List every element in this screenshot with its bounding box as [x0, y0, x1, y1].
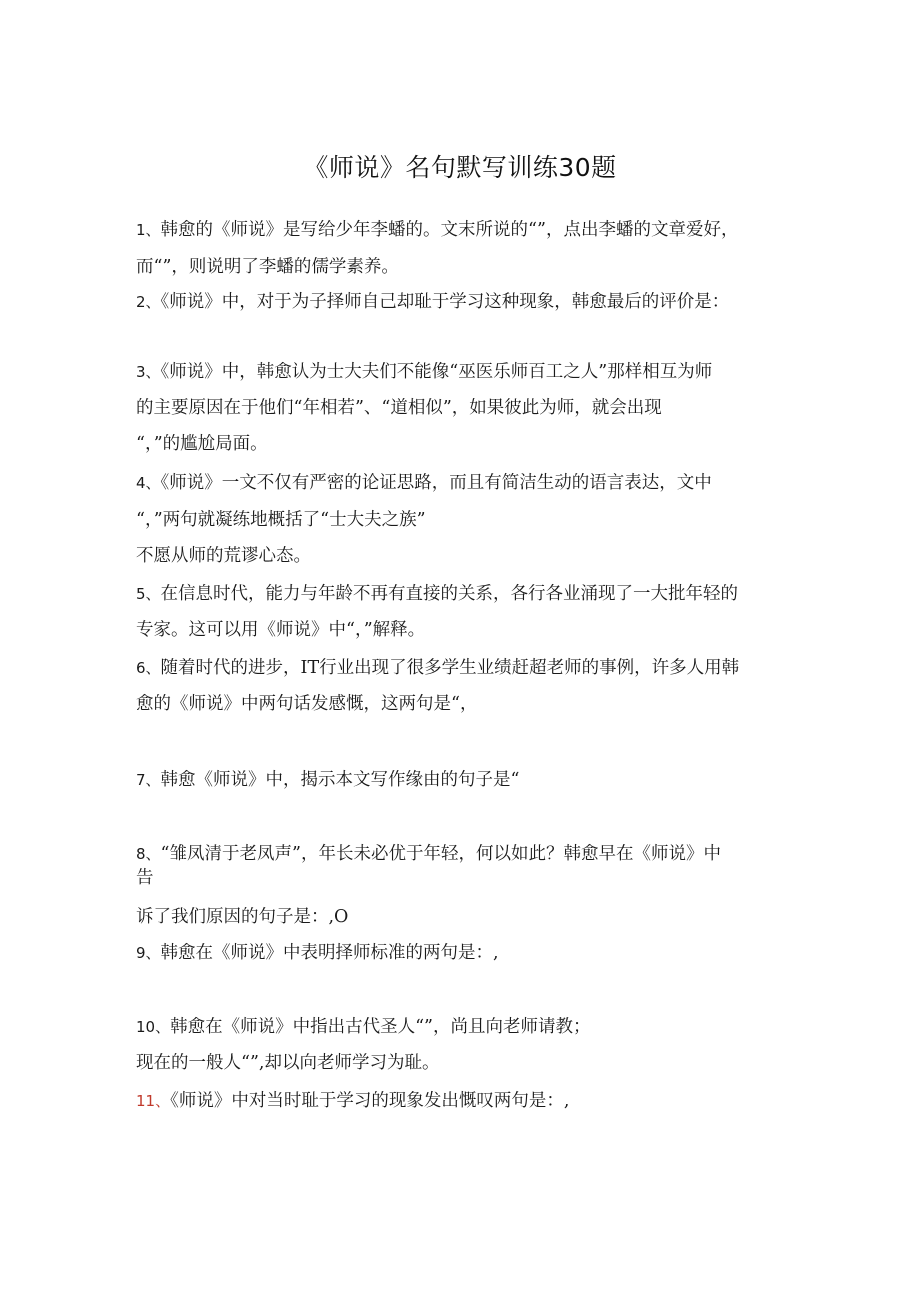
- question-11-line-1: [136, 1093, 569, 1111]
- question-text: 《师说》一文不仅有严密的论证思路，而且有简洁生动的语言表达，文中: [160, 473, 712, 493]
- question-1-line-1: [136, 222, 738, 240]
- question-text: 的主要原因在于他们“年相若”、“道相似”，如果彼此为师，就会出现: [136, 398, 662, 418]
- question-number: 7、: [136, 771, 161, 789]
- question-text: 韩愈的《师说》是写给少年李蟠的。文末所说的“”，点出李蟠的文章爱好，: [160, 220, 739, 240]
- question-6-line-2: [136, 696, 477, 714]
- question-text: 韩愈在《师说》中表明择师标准的两句是：,: [160, 943, 499, 963]
- question-3-line-3: [136, 436, 268, 454]
- question-number: 11、: [136, 1092, 171, 1110]
- question-2-line-1: [136, 294, 729, 312]
- question-text: “，”两句就凝练地概括了“士大夫之族”: [136, 510, 426, 530]
- question-text: 诉了我们原因的句子是：,O: [136, 907, 349, 927]
- question-text: “，”的尴尬局面。: [136, 434, 268, 454]
- question-text: 专家。这可以用《师说》中“，”解释。: [136, 620, 426, 640]
- question-number: 9、: [136, 944, 161, 962]
- question-number: 6、: [136, 659, 161, 677]
- question-4-line-1: [136, 475, 712, 493]
- question-10-line-1: [136, 1019, 591, 1037]
- question-number: 2、: [136, 293, 161, 311]
- question-text: 韩愈在《师说》中指出古代圣人“”，尚且向老师请教；: [170, 1017, 591, 1037]
- question-text: 随着时代的进步，IT行业出现了很多学生业绩赶超老师的事例，许多人用韩: [160, 658, 740, 678]
- question-3-line-2: [136, 400, 662, 418]
- question-text: 告: [136, 868, 154, 888]
- question-8-line-3: [136, 909, 348, 927]
- question-8-line-2: [136, 870, 154, 888]
- question-number: 5、: [136, 585, 161, 603]
- question-number: 4、: [136, 474, 161, 492]
- question-1-line-2: [136, 259, 399, 277]
- question-text: 不愿从师的荒谬心态。: [136, 546, 311, 566]
- question-7-line-1: [136, 772, 520, 790]
- question-text: 而“”，则说明了李蟠的儒学素养。: [136, 257, 399, 277]
- question-4-line-2: [136, 512, 426, 530]
- question-number: 8、: [136, 845, 161, 863]
- question-5-line-2: [136, 622, 425, 640]
- question-8-line-1: [136, 846, 721, 864]
- question-6-line-1: [136, 660, 739, 678]
- question-3-line-1: [136, 364, 712, 382]
- question-text: 《师说》中对当时耻于学习的现象发出慨叹两句是：,: [170, 1091, 570, 1111]
- question-9-line-1: [136, 945, 499, 963]
- question-text: 《师说》中，韩愈认为士大夫们不能像“巫医乐师百工之人”那样相互为师: [160, 362, 713, 382]
- question-text: “雏凤清于老凤声”，年长未必优于年轻，何以如此？韩愈早在《师说》中: [160, 844, 721, 864]
- question-10-line-2: [136, 1055, 439, 1073]
- question-text: 愈的《师说》中两句话发感慨，这两句是“，: [136, 694, 478, 714]
- question-number: 3、: [136, 363, 161, 381]
- question-text: 韩愈《师说》中，揭示本文写作缘由的句子是“: [160, 770, 520, 790]
- question-4-line-3: [136, 548, 311, 566]
- question-number: 10、: [136, 1018, 171, 1036]
- question-number: 1、: [136, 221, 161, 239]
- question-text: 《师说》中，对于为子择师自己却耻于学习这种现象，韩愈最后的评价是：: [160, 292, 730, 312]
- document-title: 《师说》名句默写训练30题: [303, 153, 617, 182]
- question-text: 在信息时代，能力与年龄不再有直接的关系，各行各业涌现了一大批年轻的: [160, 584, 739, 604]
- question-text: 现在的一般人“”,却以向老师学习为耻。: [136, 1053, 440, 1073]
- question-5-line-1: [136, 586, 738, 604]
